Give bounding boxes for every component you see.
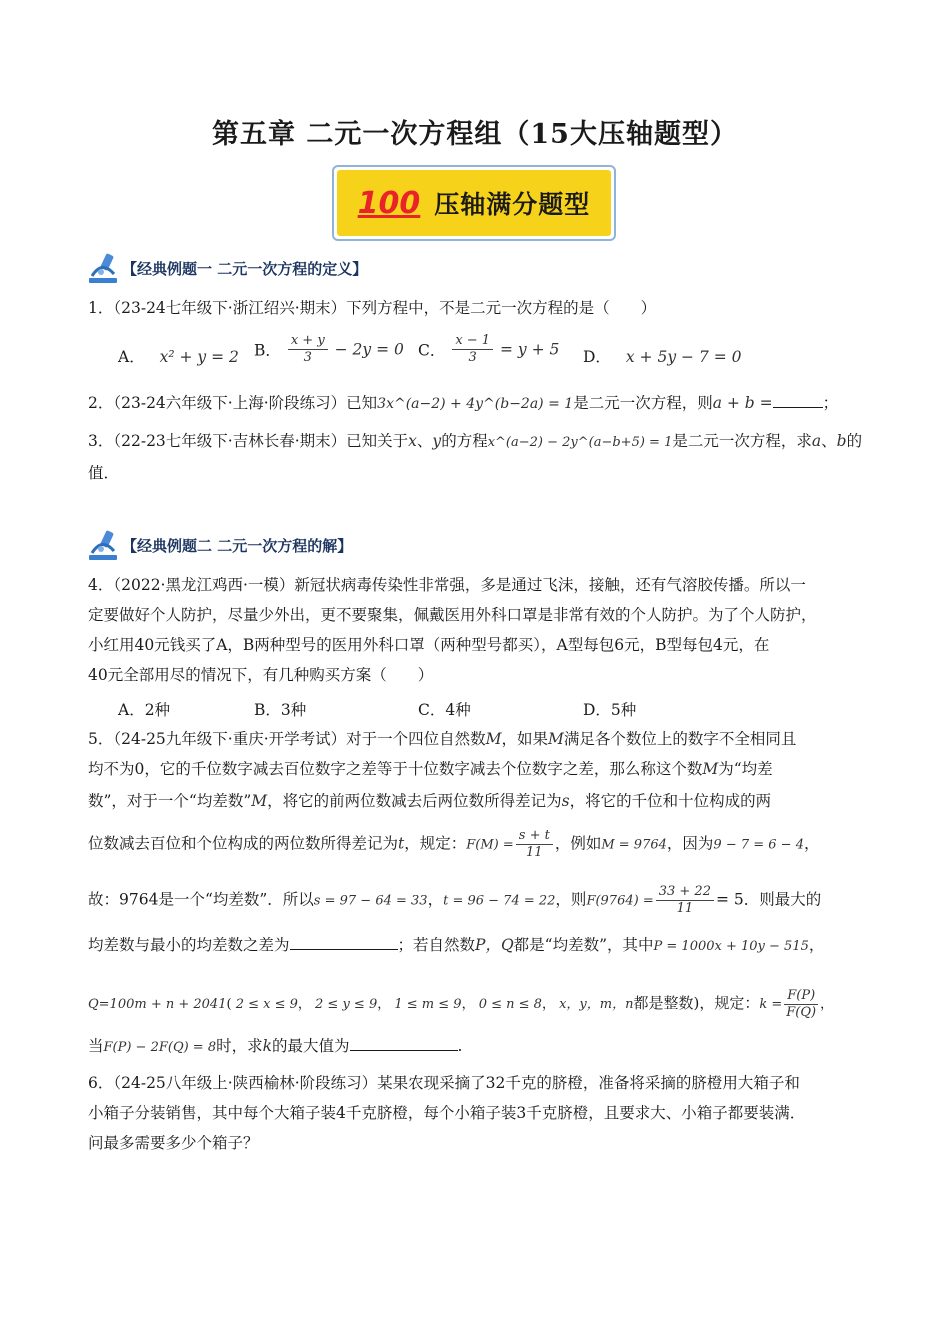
q5-answer-blank-1[interactable] bbox=[290, 935, 398, 950]
question-5: 5．（24-25九年级下·重庆·开学考试）对于一个四位自然数M，如果M满足各个数位上的数字不全相同且 均不为0，它的千位数字减去百位数字之差等于十位数字减去个位数字之差，那么称这个数M为“均差 bbox=[88, 730, 797, 778]
question-5-line3: 数”，对于一个“均差数”M，将它的前两位数减去后两位数所得差记为s，将它的千位和十位构成的两 bbox=[88, 792, 772, 810]
q4-option-b: B．3种 bbox=[254, 701, 307, 719]
page-title: 第五章 二元一次方程组（15大压轴题型） bbox=[212, 119, 738, 150]
question-5-line6: 均差数与最小的均差数之差为 ；若自然数P，Q都是“均差数”，其中P = 1000x + 10y − 515， bbox=[88, 936, 825, 954]
question-6: 6．（24-25八年级上·陕西榆林·阶段练习）某果农现采摘了32千克的脐橙，准备将采摘的脐橙用大箱子和 小箱子分装销售，其中每个大箱子装4千克脐橙，每个小箱子装3千克脐橙，且要求大、小箱子都要装满． 问最多需要多少个箱子？ bbox=[88, 1074, 806, 1152]
q2-answer-blank[interactable] bbox=[773, 393, 823, 408]
section-title-1: 【经典例题一 二元一次方程的定义】 bbox=[122, 259, 368, 278]
question-3: 3．（22-23七年级下·吉林长春·期末）已知关于x、y的方程x^(a−2) − 2y^(a−b+5) = 1是二元一次方程，求a、b的 值． bbox=[88, 432, 863, 482]
section-title-2: 【经典例题二 二元一次方程的解】 bbox=[122, 536, 353, 555]
q1-text: 1．（23-24七年级下·浙江绍兴·期末）下列方程中，不是二元一次方程的是（ ） bbox=[88, 299, 657, 317]
badge-body bbox=[337, 170, 611, 236]
q1-option-a: A． x² + y = 2 bbox=[118, 348, 239, 366]
badge-banner bbox=[332, 165, 616, 241]
question-5-line7: Q=100m + n + 2041( 2 ≤ x ≤ 9， 2 ≤ y ≤ 9， 1 ≤ m ≤ 9， 0 ≤ n ≤ 8， x，y，m，n都是整数)，规定：k = $\frac{F(P)}{F(Q)}$ ， bbox=[88, 988, 834, 1020]
q4-option-c: C．4种 bbox=[418, 701, 471, 719]
question-4: 4．（2022·黑龙江鸡西·一模）新冠状病毒传染性非常强，多是通过飞沫，接触，还有气溶胶传播。所以一 定要做好个人防护，尽量少外出，更不要聚集，佩戴医用外科口罩是非常有效的个人防护。为了个人防护， 小红用40元钱买了A，B两种型号的医用外科口罩（两种型号都买），A型每包6元，B型每包4元，在 40元全部用尽的情况下，有几种购买方案（ ） bbox=[88, 576, 817, 684]
question-2: 2．（23-24六年级下·上海·阶段练习）已知3x^(a−2) + 4y^(b−2a) = 1是二元一次方程，则a + b = ； bbox=[88, 394, 839, 412]
section-header-2 bbox=[86, 527, 352, 563]
q2-formula: 3x^(a−2) + 4y^(b−2a) = 1 bbox=[377, 396, 574, 412]
q3-formula: x^(a−2) − 2y^(a−b+5) = 1 bbox=[487, 435, 673, 450]
q5-answer-blank-2[interactable] bbox=[350, 1036, 458, 1051]
question-5-line4: 位数减去百位和个位构成的两位数所得差记为t，规定：F(M) = $\frac{s + t}{11}$ ，例如M = 9764，因为9 − 7 = 6 − 4， bbox=[88, 828, 820, 860]
hundred-points-icon: 100 bbox=[357, 185, 421, 221]
q4-option-a: A．2种 bbox=[118, 701, 171, 719]
question-5-line5: 故：9764是一个“均差数”．所以s = 97 − 64 = 33，t = 96 − 74 = 22，则F(9764) = $\frac{33 + 22}{11}$ = 5．则最大的 bbox=[88, 884, 822, 916]
q4-option-d: D．5种 bbox=[583, 701, 637, 719]
microscope-icon bbox=[86, 529, 120, 561]
q1-option-b: B． $\frac{x + y}{3}$ − 2y = 0 bbox=[254, 333, 404, 365]
microscope-icon bbox=[86, 252, 120, 284]
q1-option-d: D． x + 5y − 7 = 0 bbox=[583, 348, 742, 366]
question-1 bbox=[88, 293, 868, 323]
section-header-1 bbox=[86, 250, 367, 286]
q1-option-c: C． $\frac{x - 1}{3}$ = y + 5 bbox=[418, 333, 560, 365]
question-5-line8: 当F(P) − 2F(Q) = 8时，求k的最大值为 . bbox=[88, 1037, 463, 1055]
badge-label: 压轴满分题型 bbox=[434, 190, 591, 219]
